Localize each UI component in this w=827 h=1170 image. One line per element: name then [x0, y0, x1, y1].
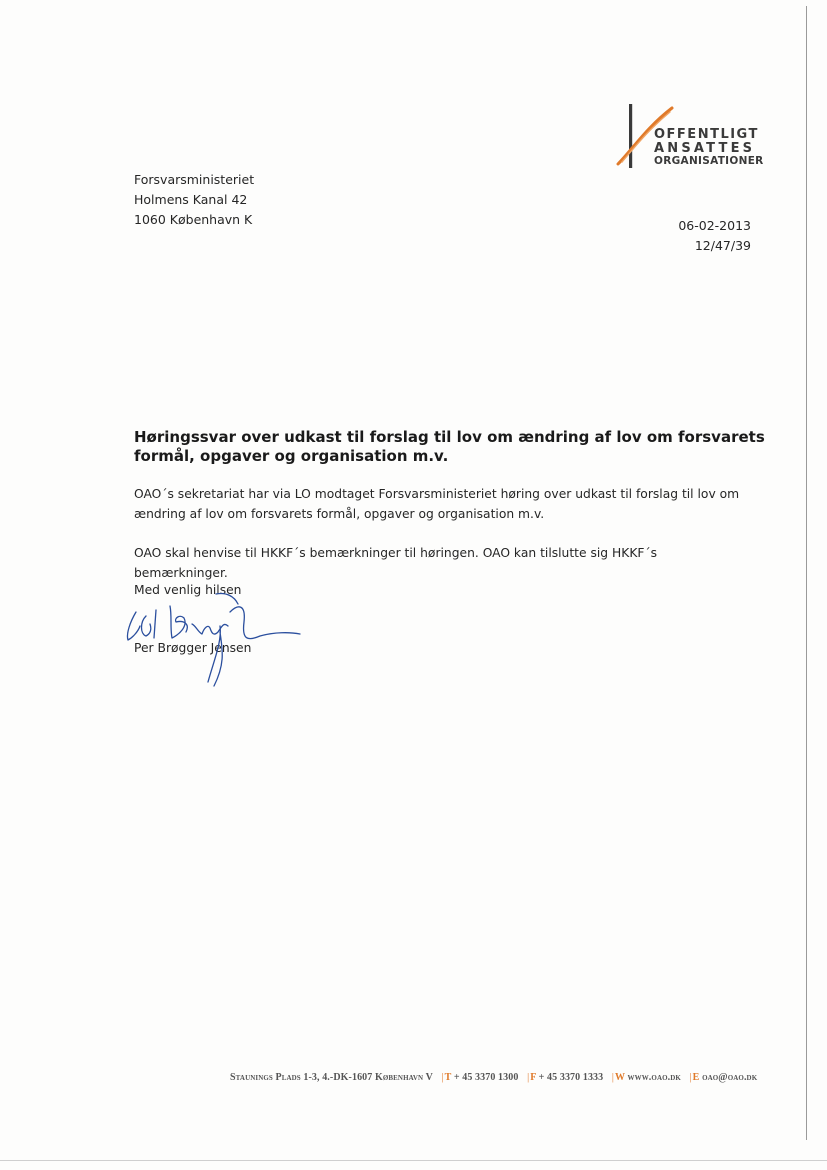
footer-separator-icon: |: [689, 1072, 692, 1083]
recipient-name: Forsvarsministeriet: [134, 172, 255, 187]
handwritten-signature-icon: [110, 582, 310, 692]
footer-web[interactable]: www.oao.dk: [627, 1072, 681, 1083]
footer-web-label: W: [614, 1072, 625, 1083]
paragraph-1: OAO´s sekretariat har via LO modtaget Forsvarsministeriet høring over udkast til forslag til lov om ændring af lov om forsvarets formål, opgaver og organisation m.v.: [134, 487, 740, 521]
footer-fax: + 45 3370 1333: [538, 1072, 604, 1083]
oao-logo: [612, 100, 762, 172]
logo-line-1: OFFENTLIGT: [654, 127, 759, 142]
letter-heading: Høringssvar over udkast til forslag til lov om ændring af lov om forsvarets formål, opgaver og organisation m.v.: [134, 428, 765, 465]
recipient-address: [134, 170, 254, 230]
footer-phone-label: T: [444, 1072, 452, 1083]
paragraph-2: OAO skal henvise til HKKF´s bemærkninger til høringen. OAO kan tilslutte sig HKKF´s bemærkninger.: [134, 546, 658, 580]
recipient-city: 1060 København K: [134, 212, 253, 227]
footer-email[interactable]: oao@oao.dk: [702, 1072, 758, 1083]
footer-fax-label: F: [530, 1072, 537, 1083]
footer-phone: + 45 3370 1300: [453, 1072, 519, 1083]
reference-number: 12/47/39: [694, 238, 751, 253]
scan-edge-right: [806, 6, 807, 1140]
footer-email-label: E: [692, 1072, 700, 1083]
footer-separator-icon: |: [611, 1072, 614, 1083]
logo-line-2: ANSATTES: [654, 141, 756, 156]
footer-separator-icon: |: [527, 1072, 530, 1083]
date-block: [678, 216, 751, 256]
footer-address: Staunings Plads 1-3, 4.-DK-1607 København V: [230, 1072, 433, 1083]
signer-name: Per Brøgger Jensen: [134, 641, 252, 655]
recipient-street: Holmens Kanal 42: [134, 192, 248, 207]
greeting: Med venlig hilsen: [134, 583, 242, 597]
scan-edge-bottom: [0, 1160, 827, 1161]
logo-line-3: ORGANISATIONER: [654, 155, 764, 167]
footer-separator-icon: |: [441, 1072, 444, 1083]
letter-date: 06-02-2013: [678, 218, 751, 233]
letter-footer: [230, 1072, 760, 1083]
